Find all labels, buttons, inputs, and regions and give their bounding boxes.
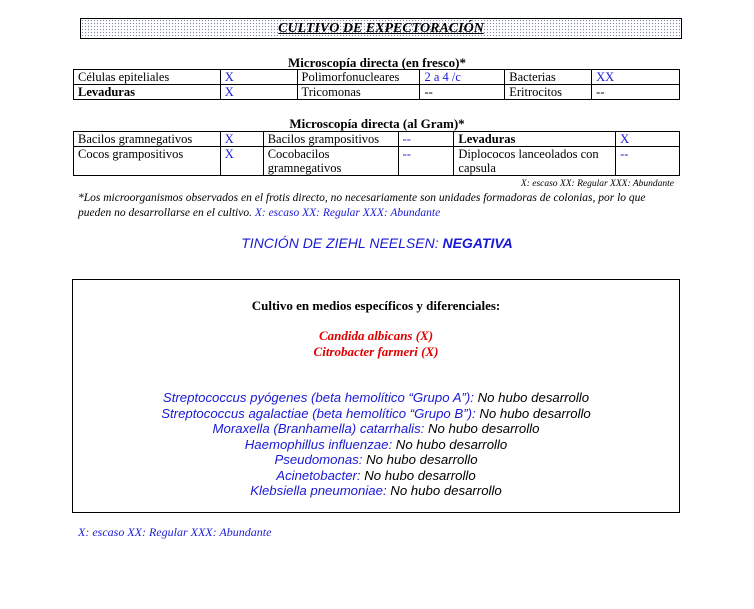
legend-bottom: X: escaso XX: Regular XXX: Abundante — [78, 525, 272, 539]
organism-result: No hubo desarrollo — [424, 421, 540, 436]
cell-label: Cocos grampositivos — [74, 147, 221, 176]
fresco-heading: Microscopía directa (en fresco)* — [288, 55, 466, 70]
table-row — [74, 132, 680, 147]
cell-label: Bacterias — [505, 70, 592, 85]
cell-label: Eritrocitos — [505, 85, 592, 100]
cell-value: X — [220, 70, 297, 85]
cell-label: Levaduras — [74, 85, 221, 100]
gram-heading: Microscopía directa (al Gram)* — [289, 116, 465, 131]
organism-result: No hubo desarrollo — [475, 405, 591, 421]
organism-name: Pseudomonas: — [274, 452, 363, 467]
cell-label: Levaduras — [454, 132, 616, 147]
table-row — [74, 70, 680, 85]
list-item — [73, 437, 679, 453]
organism-result: No hubo desarrollo — [362, 452, 478, 467]
organism-result: No hubo desarrollo — [473, 390, 590, 405]
list-item — [73, 452, 679, 468]
cell-label: Bacilos grampositivos — [263, 132, 398, 147]
cell-value: X — [220, 85, 297, 100]
organism-result: No hubo desarrollo — [360, 467, 476, 483]
cell-value: X — [220, 132, 263, 147]
cell-value: XX — [592, 70, 680, 85]
cell-value: X — [220, 147, 263, 176]
organism-name: Haemophillus influenzae: — [244, 436, 393, 452]
cell-label: Diplococos lanceolados con capsula — [454, 147, 616, 176]
tincion-line — [0, 235, 754, 251]
report-title-text: CULTIVO DE EXPECTORACIÓN — [278, 20, 484, 36]
cell-value: -- — [398, 147, 454, 176]
cell-label: Polimorfonucleares — [297, 70, 420, 85]
cell-value: X — [616, 132, 680, 147]
organism-name: Streptococcus pyógenes (beta hemolítico “Grupo A”): — [162, 390, 474, 405]
cell-value: 2 a 4 /c — [420, 70, 505, 85]
report-title — [80, 18, 682, 39]
cell-value: -- — [616, 147, 680, 176]
organism-name: Klebsiella pneumoniae: — [250, 483, 387, 498]
positive-list — [73, 328, 679, 360]
list-item — [73, 390, 679, 406]
footnote-scale: X: escaso XX: Regular XXX: Abundante — [254, 207, 441, 219]
culture-box — [72, 279, 680, 513]
footnote-text: *Los microorganismos observados en el frotis directo, no necesariamente son unidades formadoras de colonias, por lo que pueden no desarrollarse en el cultivo. — [78, 192, 646, 219]
fresco-table — [73, 69, 680, 100]
positive-organism: Candida albicans (X) — [318, 328, 434, 343]
cell-label: Células epiteliales — [74, 70, 221, 85]
gram-scale-note: X: escaso XX: Regular XXX: Abundante — [520, 179, 674, 189]
list-item — [73, 483, 679, 499]
list-item — [73, 421, 679, 437]
culture-heading: Cultivo en medios específicos y diferenciales: — [251, 298, 501, 313]
table-row — [74, 147, 680, 176]
list-item — [73, 468, 679, 484]
tincion-label: TINCIÓN DE ZIEHL NEELSEN: — [241, 235, 443, 251]
organism-result: No hubo desarrollo — [386, 483, 502, 498]
screened-list — [73, 390, 679, 499]
organism-name: Streptococcus agalactiae (beta hemolítico “Grupo B”): — [161, 405, 476, 421]
organism-name: Acinetobacter: — [276, 467, 361, 483]
cell-label: Cocobacilos gramnegativos — [263, 147, 398, 176]
positive-organism: Citrobacter farmeri (X) — [313, 344, 439, 359]
gram-table — [73, 131, 680, 176]
organism-result: No hubo desarrollo — [392, 436, 508, 452]
cell-label: Bacilos gramnegativos — [74, 132, 221, 147]
footnote — [78, 191, 678, 221]
organism-name: Moraxella (Branhamella) catarrhalis: — [212, 421, 425, 436]
cell-value: -- — [420, 85, 505, 100]
cell-value: -- — [592, 85, 680, 100]
tincion-result: NEGATIVA — [442, 235, 513, 251]
list-item — [73, 406, 679, 422]
table-row — [74, 85, 680, 100]
cell-value: -- — [398, 132, 454, 147]
cell-label: Tricomonas — [297, 85, 420, 100]
